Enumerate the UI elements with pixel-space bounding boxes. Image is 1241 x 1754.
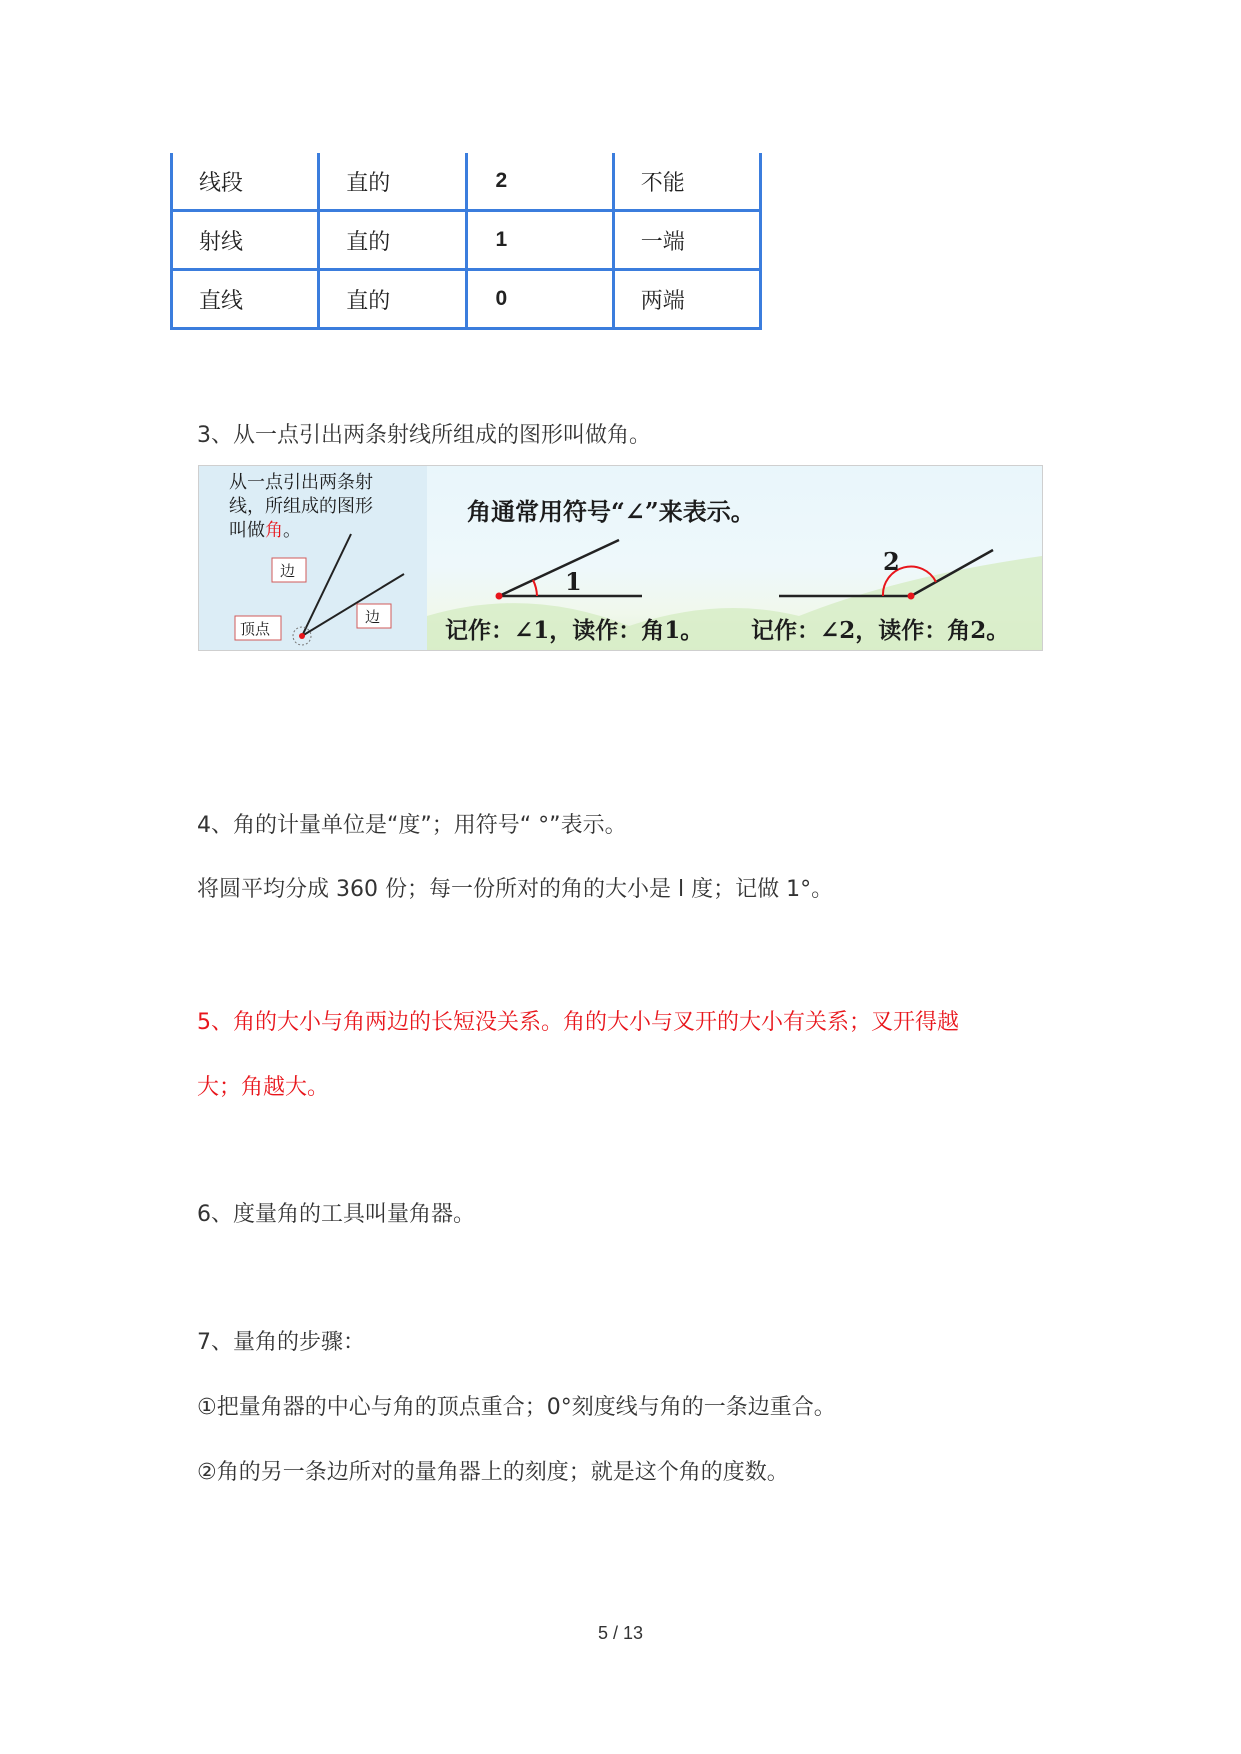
item-5-line-2: 大；角越大。 bbox=[197, 1075, 330, 1100]
table-cell: 直的 bbox=[319, 211, 466, 270]
table-cell: 2 bbox=[466, 152, 613, 211]
definition-highlight: 角 bbox=[265, 520, 283, 541]
angle-illustration bbox=[198, 465, 1043, 651]
table-cell: 0 bbox=[466, 270, 613, 329]
table-row bbox=[172, 152, 761, 211]
item-6-text: 6、度量角的工具叫量角器。 bbox=[197, 1202, 475, 1227]
table-cell: 一端 bbox=[613, 211, 760, 270]
table-cell: 线段 bbox=[172, 152, 319, 211]
item-5-line-1: 5、角的大小与角两边的长短没关系。角的大小与叉开的大小有关系；叉开得越 bbox=[197, 1010, 959, 1035]
definition-line-3 bbox=[229, 520, 301, 541]
item-7-step-1: ①把量角器的中心与角的顶点重合；0°刻度线与角的一条边重合。 bbox=[197, 1395, 836, 1420]
item-3-text: 3、从一点引出两条射线所组成的图形叫做角。 bbox=[197, 423, 651, 448]
table-row bbox=[172, 211, 761, 270]
table-cell: 直的 bbox=[319, 270, 466, 329]
side-label-2: 边 bbox=[365, 608, 381, 626]
symbol-note: 角通常用符号“∠”来表示。 bbox=[467, 497, 755, 526]
page-number: 5 / 13 bbox=[597, 1623, 644, 1643]
table-row bbox=[172, 270, 761, 329]
angle2-caption: 记作：∠2，读作：角2。 bbox=[751, 617, 1010, 644]
definition-line-2: 线，所组成的图形 bbox=[229, 496, 373, 517]
angle2-vertex bbox=[908, 593, 915, 600]
item-7-heading: 7、量角的步骤： bbox=[197, 1330, 365, 1355]
vertex-label: 顶点 bbox=[240, 620, 271, 638]
definition-end: 。 bbox=[283, 520, 301, 541]
angle2-label: 2 bbox=[883, 547, 900, 576]
definition-line-3-text: 叫做 bbox=[229, 520, 265, 541]
definition-line-1: 从一点引出两条射 bbox=[229, 472, 373, 493]
table-cell: 直线 bbox=[172, 270, 319, 329]
item-4-detail: 将圆平均分成 360 份；每一份所对的角的大小是 l 度；记做 1°。 bbox=[197, 877, 834, 902]
table-cell: 射线 bbox=[172, 211, 319, 270]
table-cell: 两端 bbox=[613, 270, 760, 329]
table-cell: 直的 bbox=[319, 152, 466, 211]
item-4-text: 4、角的计量单位是“度”；用符号“ °”表示。 bbox=[197, 813, 627, 838]
line-attributes-table bbox=[170, 150, 762, 330]
item-7-step-2: ②角的另一条边所对的量角器上的刻度；就是这个角的度数。 bbox=[197, 1460, 789, 1485]
angle1-caption: 记作：∠1，读作：角1。 bbox=[445, 617, 704, 644]
table-top-cut bbox=[165, 147, 767, 153]
table-cell: 不能 bbox=[613, 152, 760, 211]
angle-illustration-svg bbox=[199, 466, 1042, 650]
left-panel-bg bbox=[199, 466, 427, 650]
angle1-vertex bbox=[496, 593, 503, 600]
angle1-arc bbox=[533, 580, 537, 596]
side-label-1: 边 bbox=[280, 562, 296, 580]
table-cell: 1 bbox=[466, 211, 613, 270]
angle1-label: 1 bbox=[565, 567, 582, 596]
vertex-point bbox=[299, 633, 305, 639]
angle1-ray bbox=[499, 540, 619, 596]
attributes-table-wrap bbox=[170, 150, 762, 330]
